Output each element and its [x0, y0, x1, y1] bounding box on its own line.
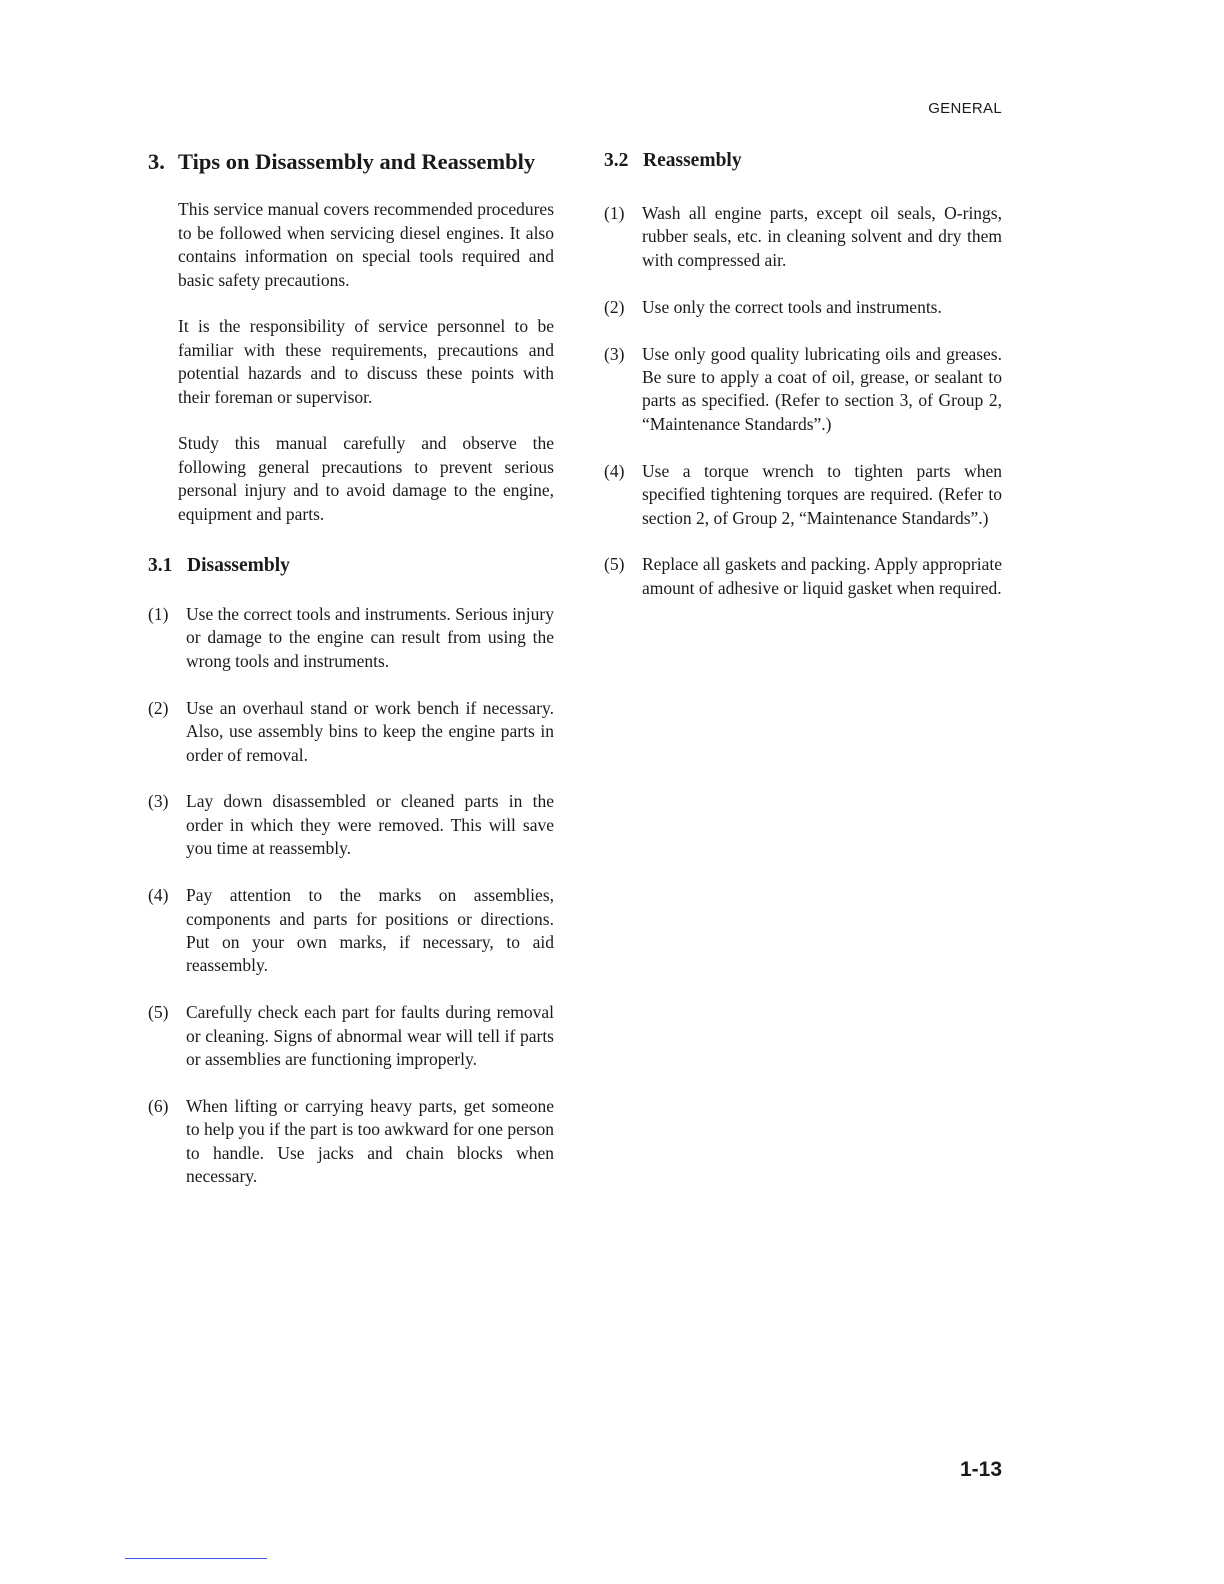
- subheading-reassembly: [604, 148, 1002, 174]
- subheading-number: 3.1: [148, 555, 173, 576]
- intro-text: [178, 198, 554, 526]
- item-text: Carefully check each part for faults during removal or cleaning. Signs of abnormal wear will tell if parts or assemblies are functioning improperly.: [186, 1002, 554, 1070]
- subheading-disassembly: [148, 553, 554, 579]
- intro-paragraph: It is the responsibility of service personnel to be familiar with these requirements, precautions and potential hazards and to discuss these points with their foreman or supervisor.: [178, 316, 554, 407]
- item-text: Use a torque wrench to tighten parts when specified tightening torques are required. (Refer to section 2, of Group 2, “Maintenance Standards”.): [642, 460, 1002, 528]
- item-marker: (6): [148, 1096, 169, 1116]
- item-text: Lay down disassembled or cleaned parts in the order in which they were removed. This will save you time at reassembly.: [186, 791, 554, 859]
- list-item: [604, 553, 1002, 600]
- intro-paragraph: This service manual covers recommended procedures to be followed when servicing diesel engines. It also contains information on special tools required and basic safety precautions.: [178, 199, 554, 290]
- item-marker: (5): [604, 554, 625, 575]
- list-item: [148, 884, 554, 978]
- item-marker: (2): [604, 296, 625, 317]
- item-text: Pay attention to the marks on assemblies, components and parts for positions or directions. Put on your own marks, if necessary, to aid reassembly.: [186, 885, 554, 976]
- item-marker: (4): [148, 885, 169, 906]
- item-marker: (3): [148, 791, 169, 812]
- footer-rule: [125, 1558, 267, 1559]
- item-text: When lifting or carrying heavy parts, get someone to help you if the part is too awkward for one person to handle. Use jacks and chain blocks when necessary.: [186, 1096, 554, 1187]
- list-item: [604, 296, 1002, 319]
- subheading-title: Disassembly: [187, 555, 290, 576]
- item-marker: (5): [148, 1002, 169, 1023]
- item-marker: (3): [604, 343, 625, 364]
- list-item: [148, 603, 554, 673]
- reassembly-list: [604, 202, 1002, 600]
- list-item: [604, 460, 1002, 530]
- section-heading: [148, 148, 554, 176]
- list-item: [604, 343, 1002, 437]
- list-item: [148, 790, 554, 860]
- list-item: [148, 697, 554, 767]
- item-marker: (1): [604, 203, 625, 223]
- item-text: Use only the correct tools and instruments.: [642, 296, 942, 317]
- intro-paragraph: Study this manual carefully and observe the following general precautions to prevent serious personal injury and to avoid damage to the engine, equipment and parts.: [178, 433, 554, 524]
- list-item: [148, 1001, 554, 1071]
- item-marker: (4): [604, 460, 625, 481]
- list-item: [604, 202, 1002, 272]
- item-marker: (1): [148, 604, 169, 624]
- item-text: Use an overhaul stand or work bench if necessary. Also, use assembly bins to keep the engine parts in order of removal.: [186, 697, 554, 765]
- right-column: [604, 148, 1002, 624]
- left-column: [148, 148, 554, 1212]
- section-number: 3.: [148, 149, 165, 174]
- running-head: GENERAL: [928, 100, 1002, 117]
- section-title: Tips on Disassembly and Reassembly: [178, 149, 536, 174]
- subheading-number: 3.2: [604, 150, 629, 171]
- disassembly-list: [148, 603, 554, 1189]
- item-marker: (2): [148, 697, 169, 718]
- page-number: 1-13: [959, 1458, 1002, 1481]
- list-item: [148, 1095, 554, 1189]
- subheading-title: Reassembly: [643, 150, 742, 171]
- item-text: Wash all engine parts, except oil seals, O-rings, rubber seals, etc. in cleaning solvent and dry them with compressed air.: [642, 203, 1002, 270]
- item-text: Replace all gaskets and packing. Apply appropriate amount of adhesive or liquid gasket when required.: [642, 554, 1002, 598]
- item-text: Use only good quality lubricating oils and greases. Be sure to apply a coat of oil, grease, or sealant to parts as specified. (Refer to section 3, of Group 2, “Maintenance Standards”.): [642, 343, 1002, 434]
- item-text: Use the correct tools and instruments. Serious injury or damage to the engine can result from using the wrong tools and instruments.: [186, 604, 554, 671]
